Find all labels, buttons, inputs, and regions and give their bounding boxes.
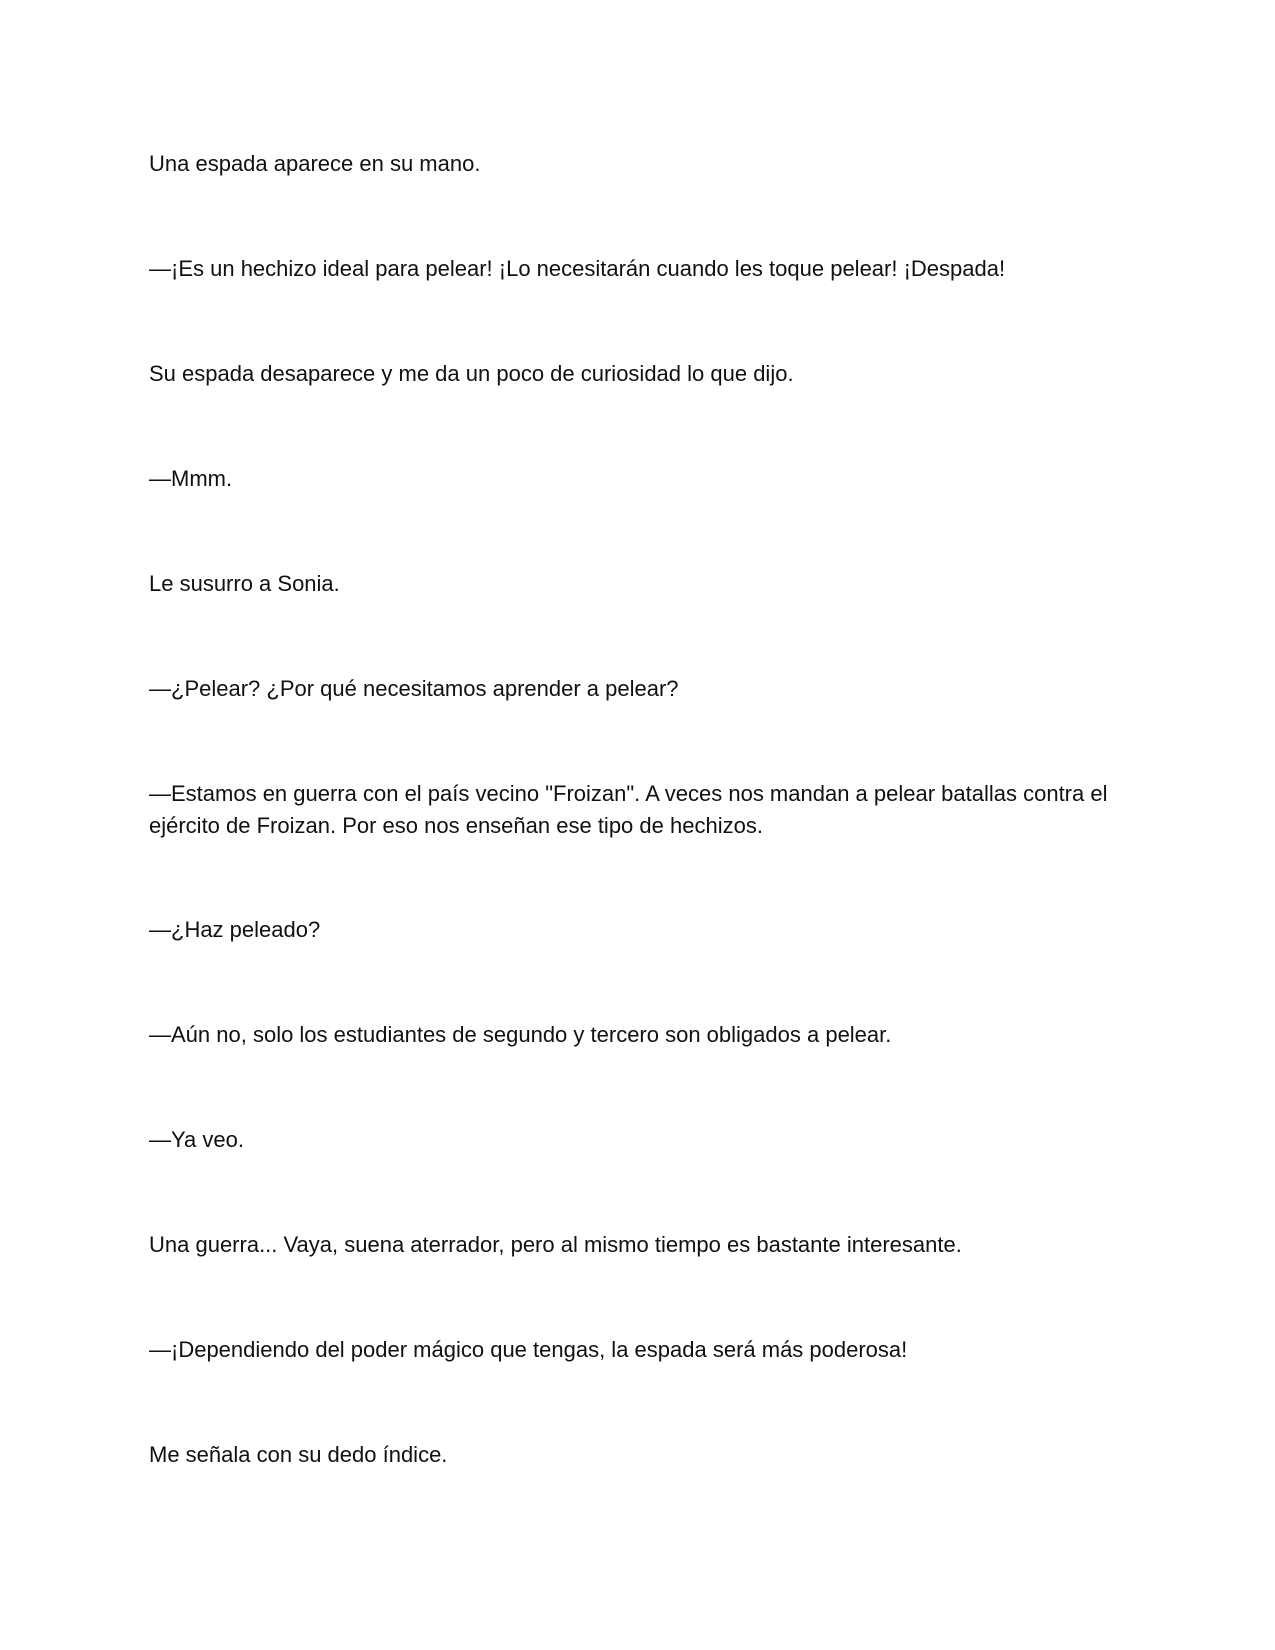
paragraph-7: —Estamos en guerra con el país vecino "Froizan". A veces nos mandan a pelear batallas contra el ejército de Froizan. Por eso nos enseñan ese tipo de hechizos. xyxy=(149,781,1108,838)
paragraph-5: Le susurro a Sonia. xyxy=(149,571,340,596)
paragraph-2: —¡Es un hechizo ideal para pelear! ¡Lo necesitarán cuando les toque pelear! ¡Despada! xyxy=(149,256,1006,281)
paragraph-10: —Ya veo. xyxy=(149,1127,244,1152)
paragraph-11: Una guerra... Vaya, suena aterrador, pero al mismo tiempo es bastante interesante. xyxy=(149,1232,962,1257)
paragraph-4: —Mmm. xyxy=(149,466,233,491)
paragraph-13: Me señala con su dedo índice. xyxy=(149,1442,448,1467)
paragraph-3: Su espada desaparece y me da un poco de curiosidad lo que dijo. xyxy=(149,361,794,386)
paragraph-9: —Aún no, solo los estudiantes de segundo y tercero son obligados a pelear. xyxy=(149,1022,892,1047)
paragraph-1: Una espada aparece en su mano. xyxy=(149,151,481,176)
paragraph-12: —¡Dependiendo del poder mágico que tengas, la espada será más poderosa! xyxy=(149,1337,908,1362)
paragraph-6: —¿Pelear? ¿Por qué necesitamos aprender a pelear? xyxy=(149,676,679,701)
paragraph-8: —¿Haz peleado? xyxy=(149,917,321,942)
